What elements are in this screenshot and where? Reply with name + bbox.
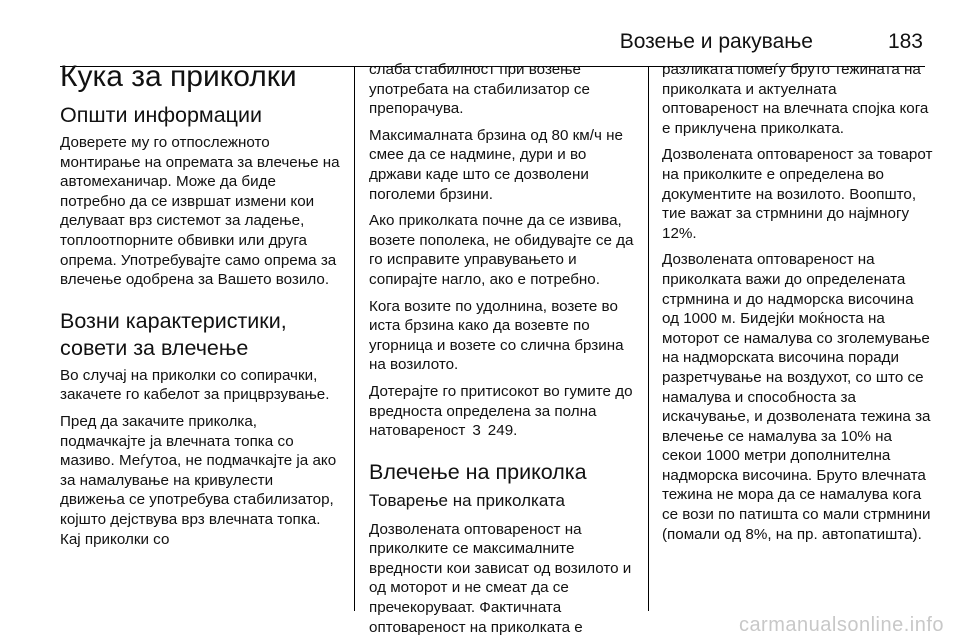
column-divider <box>648 66 649 611</box>
watermark-text: carmanualsonline.info <box>738 614 944 636</box>
subheading-trailer-loading: Товарење на приколката <box>369 490 565 510</box>
paragraph: Максималната брзина од 80 км/ч не смее да се надмине, дури и во држави каде што се дозволени поголеми брзини. <box>369 126 623 203</box>
paragraph: Во случај на приколки со сопирачки, закачете го кабелот за прицврзување. <box>60 366 330 404</box>
paragraph-text: Дотерајте го притисокот во гумите до вредноста определена за полна натовареност <box>369 382 633 440</box>
paragraph-tire-pressure <box>369 382 641 441</box>
paragraph: разликата помеѓу бруто тежината на приколката и актуелната оптовареност на влечната спојка кога е приклучена приколката. <box>662 61 929 137</box>
paragraph: Дозволената оптовареност на приколката важи до определената стрмнина и до надморска височина од 1000 м. Бидејќи моќноста на моторот се намалува со зголемување на надморската височина поради разретчување на воздухот, со што се намалува и способноста за искачување, и дозволената тежина за влечење се намалува за 10% на секои 1000 метри дополнителна надморска височина. Бруто влечната тежина не мора да се намалува кога се вози по патишта со мали стрмнини (помали од 8%, на пр. автопатишта). <box>662 251 931 543</box>
page-number: 183 <box>887 30 923 53</box>
paragraph: Дозволената оптовареност за товарот на приколките е определена во документите на возилото. Воопшто, тие важат за стрмнини до најмногу 12%. <box>662 146 933 242</box>
paragraph: Доверете му го отпослежното монтирање на опремата за влечење на автомеханичар. Може да биде потребно да се извршат измени кои делуваат врз системот за ладење, топлоотпорните обвивки или друга опрема. Употребувајте само опрема за влечење одобрена за Вашето возило. <box>60 134 340 289</box>
paragraph: Пред да закачите приколка, подмачкајте ја влечната топка со мазиво. Меѓутоа, не подмачкајте ја ако за намалување на кривулести движења се употребува стабилизатор, којшто дејствува врз влечната топка. Кај приколки со <box>60 412 337 548</box>
column-divider <box>354 66 355 611</box>
section-title: Кука за приколки <box>60 60 297 93</box>
column-3 <box>662 60 934 551</box>
watermark <box>0 614 960 637</box>
page-reference[interactable]: 249. <box>483 422 518 440</box>
heading-general-info: Општи информации <box>60 103 263 127</box>
paragraph: Ако приколката почне да се извива, возете пополека, не обидувајте се да го исправите управувањето и сопирајте нагло, ако е потребно. <box>369 212 634 288</box>
column-2 <box>369 60 641 644</box>
paragraph: слаба стабилност при возење употребата на стабилизатор се препорачува. <box>369 61 590 118</box>
page-reference-icon[interactable]: 3 <box>472 422 481 440</box>
header-title: Возење и ракување <box>619 30 813 53</box>
heading-trailer-towing: Влечење на приколка <box>369 459 587 484</box>
heading-driving-characteristics: Возни карактеристики, совети за влечење <box>60 308 287 360</box>
paragraph: Кога возите по удолнина, возете во иста брзина како да возевте по угорница и возете со слична брзина на возилото. <box>369 297 624 374</box>
paragraph: Дозволената оптовареност на приколките се максималните вредности кои зависат од возилото и од моторот и не смеат да се пречекоруваат. Фактичната оптовареност на приколката е <box>369 520 632 636</box>
column-1 <box>60 60 342 556</box>
